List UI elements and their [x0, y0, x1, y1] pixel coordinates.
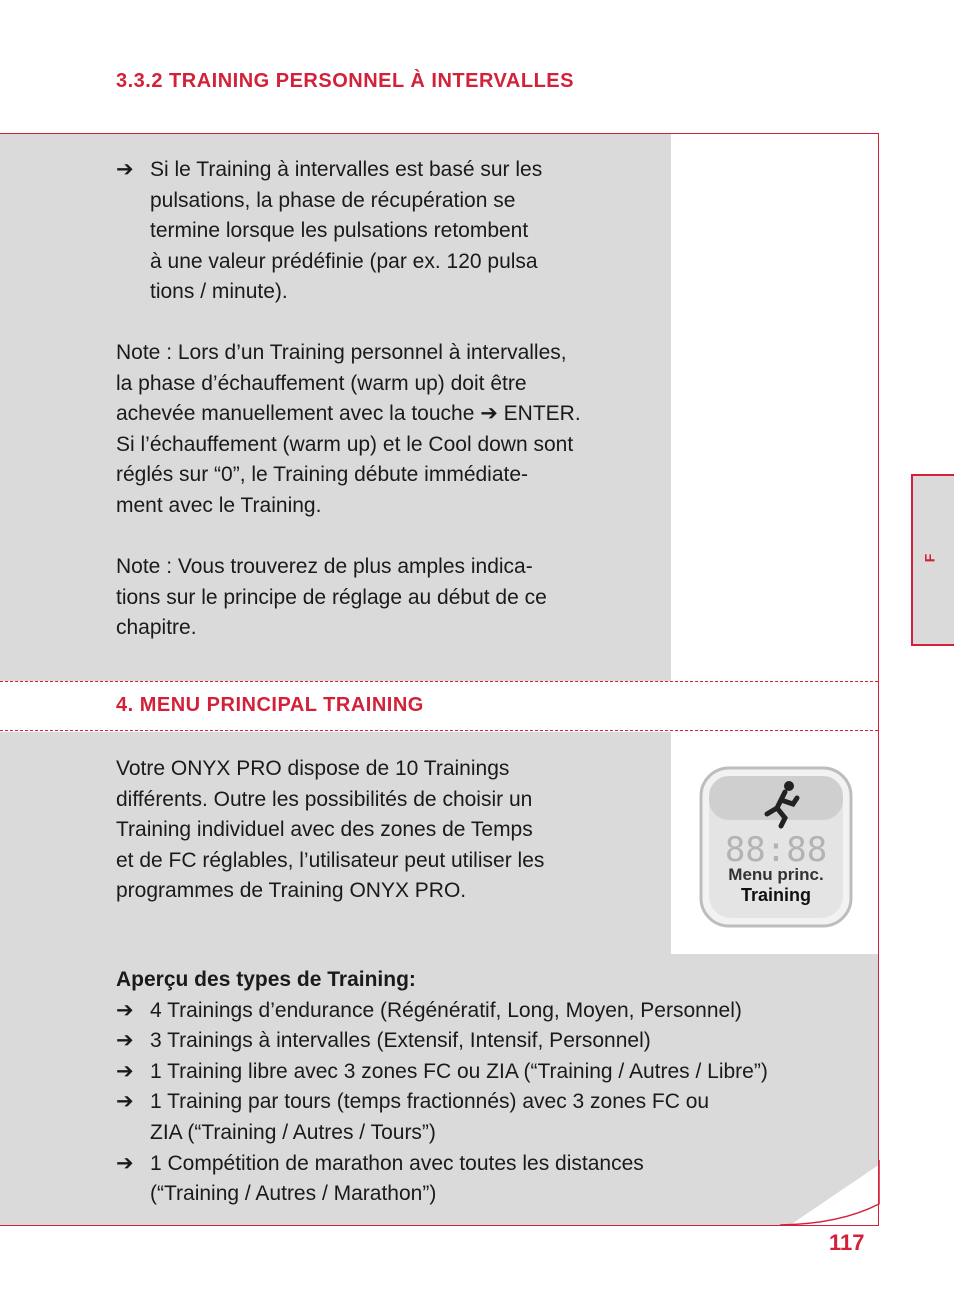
menu-intro-line: programmes de Training ONYX PRO.	[116, 879, 467, 903]
display-line1: Menu princ.	[728, 865, 824, 884]
arrow-icon: ➔	[116, 998, 134, 1022]
note1-line: réglés sur “0”, le Training débute immédiate-	[116, 463, 529, 487]
note1-line: Si l’échauffement (warm up) et le Cool down sont	[116, 432, 574, 456]
display-digits: 88:88	[724, 830, 828, 870]
overview-item-line: 3 Trainings à intervalles (Extensif, Intensif, Personnel)	[150, 1029, 651, 1053]
overview-title: Aperçu des types de Training:	[116, 968, 416, 991]
arrow-icon: ➔	[116, 1090, 134, 1114]
arrow-icon: ➔	[116, 1059, 134, 1083]
overview-item	[116, 996, 856, 1027]
menu-intro-line: différents. Outre les possibilités de choisir un	[116, 787, 533, 811]
section-heading: 3.3.2 TRAINING PERSONNEL À INTERVALLES	[116, 70, 574, 92]
overview-item	[116, 1149, 856, 1210]
intervals-item	[116, 155, 670, 308]
overview-item-line: 4 Trainings d’endurance (Régénératif, Long, Moyen, Personnel)	[150, 998, 742, 1022]
note-warmup	[116, 338, 656, 522]
note2-line: Note : Vous trouverez de plus amples indica-	[116, 555, 533, 578]
note1-line: ment avec le Training.	[116, 493, 322, 517]
note-settings	[116, 552, 656, 644]
arrow-icon: ➔	[116, 1029, 134, 1053]
intervals-text	[150, 155, 670, 308]
overview-item	[116, 1057, 856, 1088]
intervals-line: tions / minute).	[150, 280, 288, 304]
menu-intro	[116, 754, 656, 907]
note1-line: achevée manuellement avec la touche ➔ ENTER.	[116, 402, 581, 426]
note2-line: chapitre.	[116, 616, 197, 640]
menu-intro-line: Training individuel avec des zones de Temps	[116, 818, 533, 842]
overview-item	[116, 1087, 856, 1148]
menu-intro-line: Votre ONYX PRO dispose de 10 Trainings	[116, 757, 510, 780]
menu-heading: 4. MENU PRINCIPAL TRAINING	[116, 694, 424, 716]
note1-line: la phase d’échauffement (warm up) doit être	[116, 371, 527, 395]
overview-item	[116, 1026, 856, 1057]
page-number: 117	[829, 1230, 865, 1255]
watch-display-image	[697, 764, 855, 930]
overview-list	[116, 996, 856, 1210]
overview-item-line: 1 Training par tours (temps fractionnés) avec 3 zones FC ou	[150, 1090, 710, 1114]
overview-item-line: 1 Compétition de marathon avec toutes les distances	[150, 1151, 644, 1175]
intervals-line: pulsations, la phase de récupération se	[150, 188, 516, 212]
overview	[116, 965, 856, 1210]
note1-line: Note : Lors d’un Training personnel à intervalles,	[116, 341, 567, 364]
intervals-line: termine lorsque les pulsations retombent	[150, 219, 529, 243]
menu-section-band	[0, 681, 878, 731]
note2-line: tions sur le principe de réglage au début de ce	[116, 585, 547, 609]
overview-item-line: ZIA (“Training / Autres / Tours”)	[150, 1120, 436, 1144]
menu-intro-line: et de FC réglables, l’utilisateur peut utiliser les	[116, 848, 545, 872]
overview-item-line: 1 Training libre avec 3 zones FC ou ZIA (“Training / Autres / Libre”)	[150, 1059, 768, 1083]
intervals-line: Si le Training à intervalles est basé sur les	[150, 158, 543, 181]
arrow-icon: ➔	[116, 1151, 134, 1175]
intervals-line: à une valeur prédéfinie (par ex. 120 pulsa	[150, 249, 538, 273]
language-tab	[911, 474, 954, 646]
language-tab-letter: F	[921, 553, 938, 563]
display-line2: Training	[740, 885, 812, 905]
overview-item-line: (“Training / Autres / Marathon”)	[150, 1182, 437, 1206]
arrow-icon: ➔	[116, 158, 134, 181]
